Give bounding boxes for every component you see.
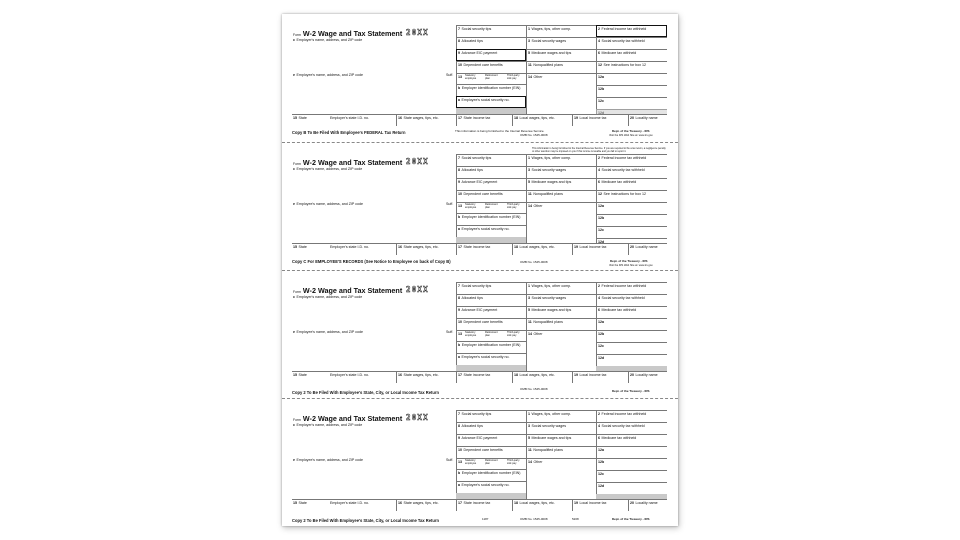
box-c: c Employer's name, address, and ZIP code — [293, 38, 363, 42]
box-19[interactable]: 19 Local income tax — [572, 371, 628, 383]
title-text: W-2 Wage and Tax Statement — [302, 29, 403, 38]
form-title — [293, 29, 402, 38]
suff-label: Suff. — [446, 202, 454, 206]
copy-instruction: Copy 2 To Be Filed With Employee's State, City, or Local Income Tax Return — [292, 390, 439, 395]
box-10[interactable]: 10 Dependent care benefits — [456, 61, 526, 73]
form-label: Form — [293, 33, 301, 37]
dept-treasury: Dept. of the Treasury - IRS — [612, 517, 650, 521]
box-12b[interactable]: 12b — [596, 330, 667, 342]
box-b-ein[interactable]: b Employer identification number (EIN) — [456, 469, 526, 481]
box-a-ssn[interactable]: a Employee's social security no. — [456, 353, 526, 365]
box-15[interactable]: 15 State Employer's state I.D. no. — [292, 371, 396, 383]
irs-website: Visit the IRS Web Site at: www.irs.gov. — [609, 264, 654, 267]
suff-label: Suff. — [446, 330, 454, 334]
form-title: Form W-2 Wage and Tax Statement — [293, 286, 403, 295]
box-12d[interactable]: 12d — [596, 354, 667, 366]
box-19[interactable]: 19 Local income tax — [572, 243, 628, 255]
box-1[interactable]: 1 Wages, tips, other comp. — [526, 410, 596, 422]
box-1[interactable]: 1 Wages, tips, other comp. — [526, 25, 596, 37]
box-4[interactable]: 4 Social security tax withheld — [596, 166, 667, 178]
box-4[interactable]: 4 Social security tax withheld — [596, 294, 667, 306]
box-12c[interactable]: 12c — [596, 97, 667, 109]
box-b-ein[interactable]: b Employer identification number (EIN) — [456, 84, 526, 96]
box-12b[interactable]: 12b — [596, 85, 667, 97]
box-18[interactable]: 18 Local wages, tips, etc. — [512, 499, 572, 511]
box-e: e Employee's name, address, and ZIP code — [293, 202, 364, 206]
box-19[interactable]: 19 Local income tax — [572, 114, 628, 126]
box-7[interactable]: 7 Social security tips — [456, 25, 526, 37]
omb-number: OMB No. 1545-0008 — [520, 387, 548, 391]
dept-treasury: Dept. of the Treasury - IRS — [612, 389, 650, 393]
box-b-ein[interactable]: b Employer identification number (EIN) — [456, 341, 526, 353]
copy-b — [282, 14, 678, 142]
copy-instruction: Copy B To Be Filed With Employee's FEDERAL Tax Return — [292, 130, 406, 135]
year: 20XX — [406, 157, 429, 166]
box-15[interactable]: 15 State Employer's state I.D. no. — [292, 499, 396, 511]
copy-c — [282, 142, 678, 271]
box-6[interactable]: 6 Medicare tax withheld — [596, 49, 667, 61]
box-18[interactable]: 18 Local wages, tips, etc. — [512, 114, 572, 126]
box-12c[interactable]: 12c — [596, 226, 667, 238]
box-8[interactable]: 8 Allocated tips — [456, 37, 526, 49]
box-13[interactable]: 13 Statutory employee Retirement plan Third-party sick pay — [456, 73, 526, 84]
box-3[interactable]: 3 Social security wages — [526, 294, 596, 306]
year: 20XX — [406, 28, 429, 37]
box-5[interactable]: 5 Medicare wages and tips — [526, 306, 596, 318]
box-12[interactable]: 12 See instructions for box 12 — [596, 190, 667, 202]
box-6[interactable]: 6 Medicare tax withheld — [596, 178, 667, 190]
box-3[interactable]: 3 Social security wages — [526, 422, 596, 434]
box-5[interactable]: 5 Medicare wages and tips — [526, 49, 596, 61]
copy-instruction: Copy 2 To Be Filed With Employee's State, City, or Local Income Tax Return — [292, 518, 439, 523]
copy-2-state — [282, 270, 678, 399]
box-6[interactable]: 6 Medicare tax withheld — [596, 434, 667, 446]
box-16[interactable]: 16 State wages, tips, etc. — [396, 499, 456, 511]
box-12a[interactable]: 12a — [596, 446, 667, 458]
dept-treasury: Dept. of the Treasury - IRS — [610, 259, 648, 263]
dept-treasury: Dept. of the Treasury - IRS — [612, 129, 650, 133]
box-17[interactable]: 17 State income tax — [456, 243, 512, 255]
w2-form-sheet — [282, 14, 678, 526]
irs-notice: This information is being furnished to the Internal Revenue Service. If you are required to file a tax return, a negligence penalty or other sanction may be imposed on you if this income is taxable and you fail to report it. — [532, 147, 666, 153]
box-1[interactable]: 1 Wages, tips, other comp. — [526, 282, 596, 294]
box-9[interactable]: 9 Advance EIC payment — [456, 434, 526, 446]
box-8[interactable]: 8 Allocated tips — [456, 166, 526, 178]
box-20[interactable]: 20 Locality name — [628, 499, 667, 511]
box-15[interactable]: 15 State Employer's state I.D. no. — [292, 114, 396, 126]
box-12a[interactable]: 12a — [596, 73, 667, 85]
box-18[interactable]: 18 Local wages, tips, etc. — [512, 243, 572, 255]
box-9[interactable]: 9 Advance EIC payment — [456, 178, 526, 190]
form-code: 5208 — [572, 517, 579, 521]
box-8[interactable]: 8 Allocated tips — [456, 294, 526, 306]
box-b-ein[interactable]: b Employer identification number (EIN) — [456, 213, 526, 225]
box-20[interactable]: 20 Locality name — [628, 243, 667, 255]
box-14[interactable]: 14 Other — [526, 458, 596, 499]
box-e: e Employee's name, address, and ZIP code — [293, 330, 364, 334]
form-title: Form W-2 Wage and Tax Statement — [293, 414, 403, 423]
box-9[interactable]: 9 Advance EIC payment — [456, 306, 526, 318]
suff-label: Suff. — [446, 73, 454, 77]
box-a-ssn[interactable]: a Employee's social security no. — [456, 96, 526, 108]
box-e: e Employee's name, address, and ZIP code — [293, 73, 364, 77]
box-17[interactable]: 17 State income tax — [456, 114, 512, 126]
box-17[interactable]: 17 State income tax — [456, 499, 512, 511]
box-2[interactable]: 2 Federal income tax withheld — [596, 410, 667, 422]
box-3[interactable]: 3 Social security wages — [526, 166, 596, 178]
box-c: c Employer's name, address, and ZIP code — [293, 295, 363, 299]
omb-number: OMB No. 1545-0008 — [520, 260, 548, 264]
box-19[interactable]: 19 Local income tax — [572, 499, 628, 511]
box-14[interactable]: 14 Other — [526, 73, 596, 114]
box-12d[interactable]: 12d — [596, 482, 667, 494]
box-12b[interactable]: 12b — [596, 458, 667, 470]
box-7[interactable]: 7 Social security tips — [456, 410, 526, 422]
box-15[interactable]: 15 State Employer's state I.D. no. — [292, 243, 396, 255]
box-9[interactable]: 9 Advance EIC payment — [456, 49, 526, 61]
box-13[interactable]: 13 Statutory employee Retirement plan Third-party sick pay — [456, 202, 526, 213]
box-c: c Employer's name, address, and ZIP code — [293, 423, 363, 427]
box-10[interactable]: 10 Dependent care benefits — [456, 446, 526, 458]
box-2[interactable]: 2 Federal income tax withheld — [596, 154, 667, 166]
box-5[interactable]: 5 Medicare wages and tips — [526, 178, 596, 190]
box-10[interactable]: 10 Dependent care benefits — [456, 318, 526, 330]
box-20[interactable]: 20 Locality name — [628, 371, 667, 383]
box-10[interactable]: 10 Dependent care benefits — [456, 190, 526, 202]
box-12b[interactable]: 12b — [596, 214, 667, 226]
box-20[interactable]: 20 Locality name — [628, 114, 667, 126]
box-12c[interactable]: 12c — [596, 342, 667, 354]
box-12a[interactable]: 12a — [596, 318, 667, 330]
box-2[interactable]: 2 Federal income tax withheld — [596, 282, 667, 294]
box-13[interactable]: 13 Statutory employee Retirement plan Third-party sick pay — [456, 458, 526, 469]
box-11[interactable]: 11 Nonqualified plans — [526, 318, 596, 330]
box-11[interactable]: 11 Nonqualified plans — [526, 190, 596, 202]
box-16[interactable]: 16 State wages, tips, etc. — [396, 243, 456, 255]
box-7[interactable]: 7 Social security tips — [456, 154, 526, 166]
cat-number: 1187 — [482, 517, 489, 521]
omb-number: OMB No. 1545-0008 — [520, 517, 548, 521]
irs-website: Visit the IRS Web Site at: www.irs.gov. — [609, 134, 654, 137]
box-12[interactable]: 12 See instructions for box 12 — [596, 61, 667, 73]
box-1[interactable]: 1 Wages, tips, other comp. — [526, 154, 596, 166]
box-11[interactable]: 11 Nonqualified plans — [526, 61, 596, 73]
box-5[interactable]: 5 Medicare wages and tips — [526, 434, 596, 446]
form-title: Form W-2 Wage and Tax Statement — [293, 158, 403, 167]
box-13[interactable]: 13 Statutory employee Retirement plan Third-party sick pay — [456, 330, 526, 341]
box-18[interactable]: 18 Local wages, tips, etc. — [512, 371, 572, 383]
box-16[interactable]: 16 State wages, tips, etc. — [396, 114, 456, 126]
copy-instruction: Copy C For EMPLOYEE'S RECORDS (See Notice to Employee on back of Copy B) — [292, 259, 451, 264]
box-e: e Employee's name, address, and ZIP code — [293, 458, 364, 462]
box-6[interactable]: 6 Medicare tax withheld — [596, 306, 667, 318]
year: 20XX — [406, 285, 429, 294]
box-17[interactable]: 17 State income tax — [456, 371, 512, 383]
year: 20XX — [406, 413, 429, 422]
box-11[interactable]: 11 Nonqualified plans — [526, 446, 596, 458]
box-4[interactable]: 4 Social security tax withheld — [596, 37, 667, 49]
box-12c[interactable]: 12c — [596, 470, 667, 482]
irs-notice: This information is being furnished to the Internal Revenue Service. — [455, 129, 545, 133]
suff-label: Suff. — [446, 458, 454, 462]
box-3[interactable]: 3 Social security wages — [526, 37, 596, 49]
box-a-ssn[interactable]: a Employee's social security no. — [456, 225, 526, 237]
box-14[interactable]: 14 Other — [526, 330, 596, 371]
box-14[interactable]: 14 Other — [526, 202, 596, 243]
box-12a[interactable]: 12a — [596, 202, 667, 214]
box-2[interactable]: 2 Federal income tax withheld — [596, 25, 667, 37]
box-4[interactable]: 4 Social security tax withheld — [596, 422, 667, 434]
copy-2-local — [282, 398, 678, 527]
omb-number: OMB No. 1545-0008 — [520, 133, 548, 137]
box-12d[interactable]: 12d — [596, 238, 667, 243]
box-8[interactable]: 8 Allocated tips — [456, 422, 526, 434]
box-c: c Employer's name, address, and ZIP code — [293, 167, 363, 171]
box-a-ssn[interactable]: a Employee's social security no. — [456, 481, 526, 493]
box-16[interactable]: 16 State wages, tips, etc. — [396, 371, 456, 383]
box-7[interactable]: 7 Social security tips — [456, 282, 526, 294]
